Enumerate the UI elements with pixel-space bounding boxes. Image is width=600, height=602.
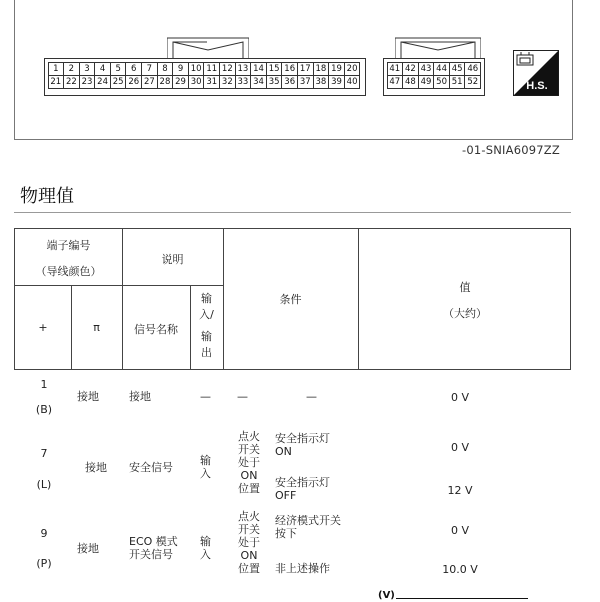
header-terminal-no: 端子编号: [46, 239, 91, 252]
small-connector-pins: [387, 62, 481, 88]
header-io: 输 入/ 输 出: [199, 292, 214, 359]
row3-terminal: 9: [40, 527, 48, 540]
header-wire-color: （导线颜色）: [35, 265, 102, 278]
header-description: 说明: [161, 253, 184, 266]
row3-color: (P): [36, 557, 52, 570]
connector-pin: 42: [402, 62, 419, 76]
connector-pin: 35: [266, 75, 283, 89]
connector-pin: 41: [387, 62, 404, 76]
row1-signal: 接地: [129, 390, 151, 403]
row3-sub1-cond: 经济模式开关 按下: [275, 514, 341, 540]
connector-pin: 18: [313, 62, 330, 76]
main-connector-latch: [167, 36, 249, 60]
connector-pin: 9: [172, 62, 189, 76]
header-condition: 条件: [279, 293, 302, 306]
connector-pin: 40: [344, 75, 361, 89]
connector-pin: 36: [281, 75, 298, 89]
waveform-axis-line: [396, 598, 528, 599]
connector-pin: 24: [94, 75, 111, 89]
title-divider: [14, 212, 571, 213]
reference-id: -01-SNIA6097ZZ: [462, 143, 560, 157]
connector-pin: 21: [48, 75, 65, 89]
waveform-unit-label: (V): [378, 590, 395, 601]
small-connector-latch: [395, 36, 481, 60]
row3-sub2-cond: 非上述操作: [275, 562, 330, 575]
row3-sub1-value: 0 V: [450, 524, 470, 537]
connector-pin: 16: [281, 62, 298, 76]
row3-ground: 接地: [77, 542, 99, 555]
connector-pin: 28: [157, 75, 174, 89]
connector-pin: 4: [94, 62, 111, 76]
row2-sub2-value: 12 V: [447, 484, 473, 497]
row3-signal: ECO 模式 开关信号: [129, 535, 178, 561]
connector-pin: 23: [79, 75, 96, 89]
row2-sub1-value: 0 V: [450, 441, 470, 454]
connector-pin: 44: [433, 62, 450, 76]
connector-pin: 45: [449, 62, 466, 76]
row3-sub2-value: 10.0 V: [442, 563, 478, 576]
section-title: 物理值: [20, 186, 74, 207]
connector-pin: 14: [250, 62, 267, 76]
row1-terminal: 1: [40, 378, 48, 391]
col-divider: [122, 229, 123, 369]
connector-pin: 32: [219, 75, 236, 89]
connector-pin: 39: [328, 75, 345, 89]
connector-pin: 8: [157, 62, 174, 76]
col-divider: [358, 229, 359, 369]
connector-pin: 52: [464, 75, 481, 89]
connector-pin: 25: [110, 75, 127, 89]
row1-color: (B): [35, 403, 53, 416]
connector-pin: 11: [203, 62, 220, 76]
connector-pin: 46: [464, 62, 481, 76]
connector-pin: 30: [188, 75, 205, 89]
connector-pin: 7: [141, 62, 158, 76]
connector-pin: 49: [418, 75, 435, 89]
connector-pin: 37: [297, 75, 314, 89]
connector-pin: 43: [418, 62, 435, 76]
harness-side-icon: [513, 50, 559, 96]
connector-pin: 5: [110, 62, 127, 76]
row1-ground: 接地: [77, 390, 99, 403]
connector-pin: 26: [125, 75, 142, 89]
connector-pin: 13: [235, 62, 252, 76]
header-minus: π: [93, 321, 100, 334]
connector-pin: 29: [172, 75, 189, 89]
connector-pin: 1: [48, 62, 65, 76]
connector-pin: 6: [125, 62, 142, 76]
connector-pin: 17: [297, 62, 314, 76]
row2-terminal: 7: [40, 447, 48, 460]
hs-label: H.S.: [526, 80, 548, 92]
connector-pin: 50: [433, 75, 450, 89]
row1-cond-a: —: [237, 390, 248, 403]
connector-pin: 3: [79, 62, 96, 76]
connector-pin: 38: [313, 75, 330, 89]
connector-pin: 27: [141, 75, 158, 89]
connector-pin: 19: [328, 62, 345, 76]
row2-signal: 安全信号: [129, 461, 173, 474]
connector-pin: 47: [387, 75, 404, 89]
row1-cond-b: —: [306, 390, 317, 403]
row2-ground: 接地: [85, 461, 107, 474]
connector-pin: 2: [63, 62, 80, 76]
header-plus: +: [38, 321, 48, 334]
connector-pin: 48: [402, 75, 419, 89]
row3-io: 输 入: [200, 535, 211, 561]
connector-pin: 20: [344, 62, 361, 76]
connector-pin: 22: [63, 75, 80, 89]
row2-sub2-cond: 安全指示灯 OFF: [275, 476, 330, 502]
header-value: 值: [459, 281, 471, 294]
connector-pin: 31: [203, 75, 220, 89]
connector-pin: 10: [188, 62, 205, 76]
row2-sub1-cond: 安全指示灯 ON: [275, 432, 330, 458]
connector-pin: 33: [235, 75, 252, 89]
header-value-approx: （大约）: [443, 307, 487, 320]
row2-color: (L): [36, 478, 52, 491]
connector-pin: 34: [250, 75, 267, 89]
connector-pin: 15: [266, 62, 283, 76]
connector-pin: 51: [449, 75, 466, 89]
row2-cond-a: 点火 开关 处于 ON 位置: [238, 430, 260, 495]
row2-io: 输 入: [200, 454, 211, 480]
row-divider: [15, 285, 223, 286]
main-connector-pins: [48, 62, 360, 88]
row1-value: 0 V: [450, 391, 470, 404]
row1-io: —: [200, 390, 211, 403]
row3-cond-a: 点火 开关 处于 ON 位置: [238, 510, 260, 575]
table-header: [14, 228, 571, 370]
connector-diagram-frame: [14, 0, 573, 140]
header-signal-name: 信号名称: [134, 323, 178, 336]
connector-pin: 12: [219, 62, 236, 76]
